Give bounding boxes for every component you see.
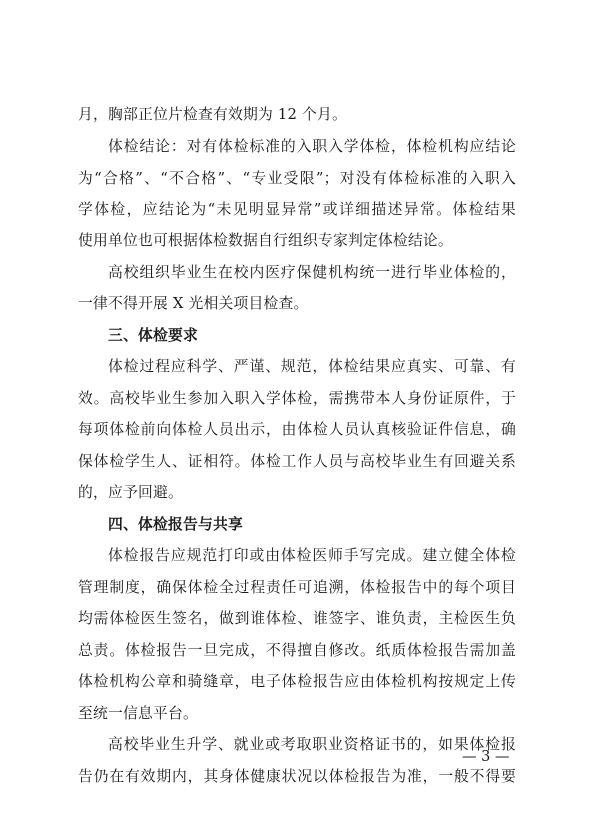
section-heading: 四、体检报告与共享 (108, 516, 243, 533)
body-line: 月，胸部正位片检查有效期为 12 个月。 (78, 106, 347, 123)
body-line: 每项体检前向体检人员出示，由体检人员认真核验证件信息，确 (78, 421, 516, 438)
section-heading: 三、体检要求 (108, 327, 198, 344)
page-number: — 3 — (462, 749, 510, 765)
body-line: 为“合格”、“不合格”、“专业受限”；对没有体检标准的入职入 (78, 170, 516, 187)
body-line: 体检机构公章和骑缝章，电子体检报告应由体检机构按规定上传 (78, 673, 516, 690)
body-line: 体检结论：对有体检标准的入职入学体检，体检机构应结论 (108, 138, 516, 155)
body-line: 高校毕业生升学、就业或考取职业资格证书的，如果体检报 (108, 736, 516, 753)
body-line: 使用单位也可根据体检数据自行组织专家判定体检结论。 (78, 232, 453, 249)
body-line: 保体检学生人、证相符。体检工作人员与高校毕业生有回避关系 (78, 453, 516, 470)
body-line: 学体检，应结论为“未见明显异常”或详细描述异常。体检结果 (78, 201, 516, 218)
body-line: 体检报告应规范打印或由体检医师手写完成。建立健全体检 (108, 547, 516, 564)
body-line: 告仍在有效期内，其身体健康状况以体检报告为准，一般不得要 (78, 768, 516, 785)
body-line: 总责。体检报告一旦完成，不得擅自修改。纸质体检报告需加盖 (78, 642, 516, 659)
body-line: 体检过程应科学、严谨、规范，体检结果应真实、可靠、有 (108, 358, 516, 375)
body-line: 管理制度，确保体检全过程责任可追溯，体检报告中的每个项目 (78, 579, 516, 596)
body-line: 高校组织毕业生在校内医疗保健机构统一进行毕业体检的， (108, 264, 516, 281)
body-line: 一律不得开展 X 光相关项目检查。 (78, 295, 309, 312)
body-line: 均需体检医生签名，做到谁体检、谁签字、谁负责，主检医生负 (78, 610, 516, 627)
body-line: 至统一信息平台。 (78, 705, 198, 722)
body-line: 的，应予回避。 (78, 484, 183, 501)
body-line: 效。高校毕业生参加入职入学体检，需携带本人身份证原件，于 (78, 390, 516, 407)
